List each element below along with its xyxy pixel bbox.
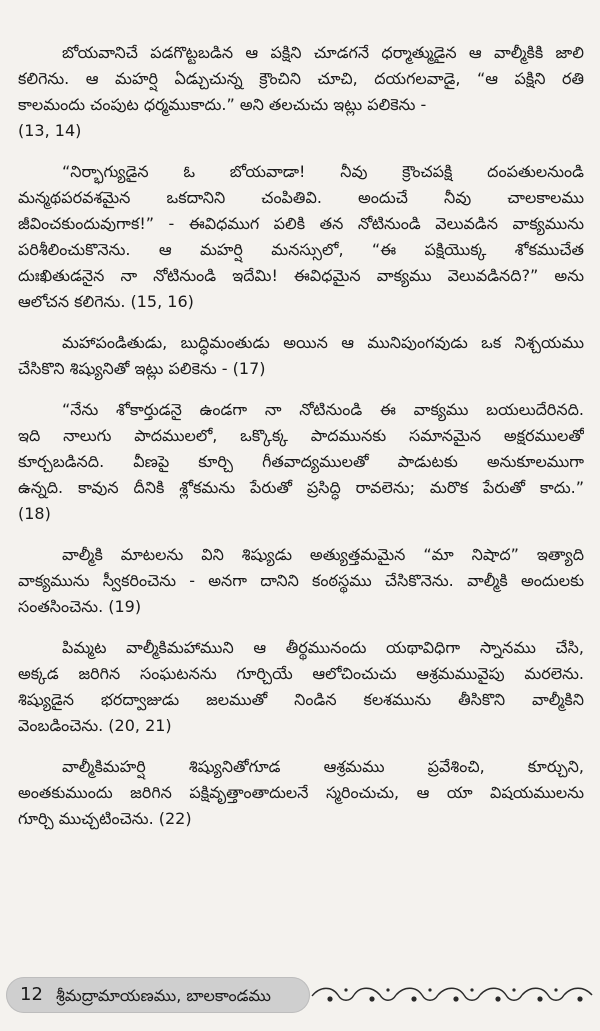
text-line: అక్కడ జరిగిన సంఘటనను గూర్చియే ఆలోచించుచు ఆశ్రమమువైపు మరలెను. [18, 664, 584, 683]
text-line: “నేను శోకార్తుడనై ఉండగా నా నోటినుండి ఈ వాక్యము బయలుదేరినది. [62, 400, 584, 419]
paragraph [18, 635, 584, 739]
floral-border-ornament [310, 982, 594, 1008]
text-line: “నిర్భాగ్యుడైన ఓ బోయవాడా! నీవు క్రౌంచపక్షి దంపతులనుండి [62, 162, 584, 181]
text-line: పిమ్మట వాల్మీకిమహాముని ఆ తీర్థమునందు యథావిధిగా స్నానము చేసి, [62, 638, 584, 657]
paragraph [18, 330, 584, 382]
text-line: (18) [18, 504, 51, 523]
text-line: బోయవానిచే పడగొట్టబడిన ఆ పక్షిని చూడగనే ధర్మాత్ముడైన ఆ వాల్మీకికి జాలి [62, 43, 584, 62]
text-line: ఉన్నది. కావున దీనికి శ్లోకమను పేరుతో ప్రసిద్ధి రావలెను; మరొక పేరుతో కాదు.” [18, 478, 584, 497]
running-title: శ్రీమద్రామాయణము, బాలకాండము [56, 986, 271, 1005]
text-line: కాలమందు చంపుట ధర్మముకాదు.” అని తలచుచు ఇట్లు పలికెను - [18, 95, 427, 114]
text-line: వాల్మీకి మాటలను విని శిష్యుడు అత్యుత్తమమైన “మా నిషాద” ఇత్యాది [62, 545, 584, 564]
text-line: దుఃఖితుడనైన నా నోటినుండి ఇదేమి! ఈవిధమైన వాక్యము వెలువడినది?” అను [18, 266, 584, 285]
text-line: వెంబడించెను. (20, 21) [18, 716, 172, 735]
text-line: మన్మథపరవశమైన ఒకదానిని చంపితివి. అందుచే నీవు చాలకాలము [18, 188, 584, 207]
text-line: పరిశీలించుకొనెను. ఆ మహర్షి మనస్సులో, “ఈ పక్షియొక్క శోకముచేత [18, 240, 584, 259]
text-line: వాక్యమును స్వీకరించెను - అనగా దానిని కంఠస్థము చేసికొనెను. వాల్మీకి అందులకు [18, 571, 584, 590]
paragraph [18, 159, 584, 315]
page-number: 12 [20, 984, 43, 1005]
body-text [18, 40, 584, 847]
text-line: మహాపండితుడు, బుద్ధిమంతుడు అయిన ఆ మునిపుంగవుడు ఒక నిశ్చయము [62, 333, 584, 352]
text-line: అంతకుముందు జరిగిన పక్షివృత్తాంతాదులనే స్మరించుచు, ఆ యా విషయములను [18, 783, 584, 802]
text-line: జీవించకుందువుగాక!” - ఈవిధముగ పలికి తన నోటినుండి వెలువడిన వాక్యమును [18, 214, 584, 233]
text-line: గూర్చి ముచ్చటించెను. (22) [18, 809, 192, 828]
paragraph [18, 754, 584, 832]
paragraph [18, 542, 584, 620]
text-line: చేసికొని శిష్యునితో ఇట్లు పలికెను - (17) [18, 359, 266, 378]
text-line: (13, 14) [18, 121, 82, 140]
text-line: వాల్మీకిమహర్షి శిష్యునితోగూడ ఆశ్రమము ప్రవేశించి, కూర్చుని, [62, 757, 584, 776]
text-line: ఇది నాలుగు పాదములలో, ఒక్కొక్క పాదమునకు సమానమైన అక్షరములతో [18, 426, 584, 445]
paragraph [18, 397, 584, 527]
page-footer [6, 977, 594, 1013]
paragraph [18, 40, 584, 144]
text-line: సంతసించెను. (19) [18, 597, 142, 616]
text-line: కలిగెను. ఆ మహర్షి ఏడ్చుచున్న క్రౌంచిని చూచి, దయగలవాడై, “ఆ పక్షిని రతి [18, 69, 584, 88]
text-line: శిష్యుడైన భరద్వాజుడు జలముతో నిండిన కలశమును తీసికొని వాల్మీకిని [18, 690, 584, 709]
text-line: కూర్చబడినది. వీణపై కూర్చి గీతవాద్యములతో పాడుటకు అనుకూలముగా [18, 452, 584, 471]
text-line: ఆలోచన కలిగెను. (15, 16) [18, 292, 194, 311]
